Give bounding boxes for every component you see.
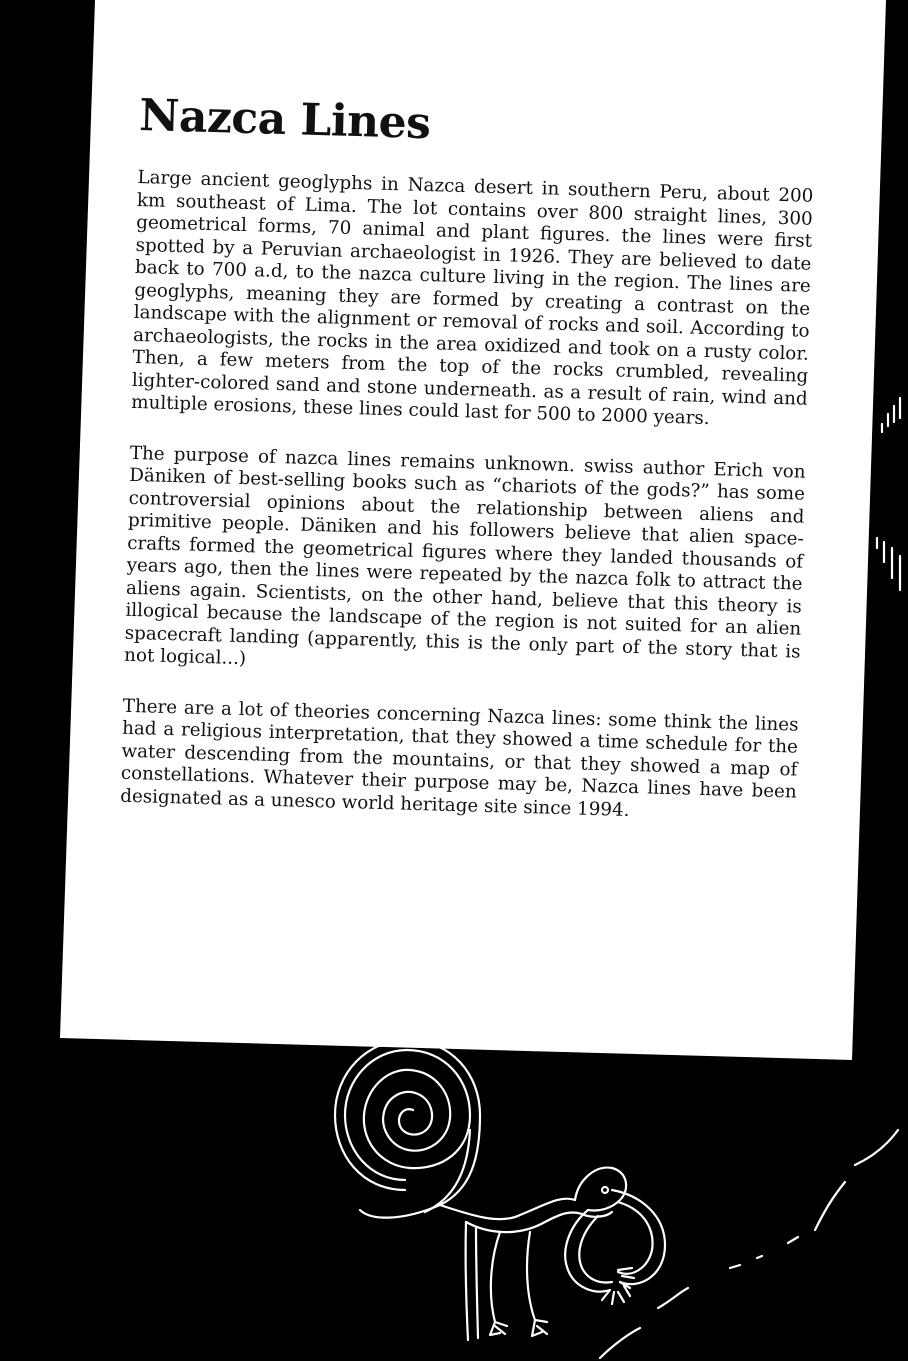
paragraph-1: Large ancient geoglyphs in Nazca desert in southern Peru, about 200 km southeast of Lima. The lot contains over 800 straight lines, 300 geometrical forms, 70 animal and plant figures. the lines were first spotted by a Peruvian archaeologist in 1926. They are believed to date back to 700 a.d, to the nazca culture living in the region. The lines are geoglyphs, meaning they are formed by creating a contrast on the landscape with the alignment or removal of rocks and soil. According to archaeologists, the rocks in the area oxidized and took on a rusty color. Then, a few meters from the top of the rocks crumbled, revealing lighter-colored sand and stone underneath. as a result of rain, wind and multiple erosions, these lines could last for 500 to 2000 years. (130, 166, 814, 430)
paragraph-3: There are a lot of theories concerning Nazca lines: some think the lines had a religious interpretation, that they showed a time schedule for the water descending from the mountains, or that they showed a map of constellations. Whatever their purpose may be, Nazca lines have been designated as a unesco world heritage site since 1994. (119, 695, 799, 821)
paragraph-2: The purpose of nazca lines remains unknown. swiss author Erich von Däniken of best-selling books such as “chariots of the gods?” has some controversial opinions about the relationship between aliens and primitive people. Däniken and his followers believe that alien space-crafts formed the geometrical figures where they landed thousands of years ago, then the lines were repeated by the nazca folk to attract the aliens again. Scientists, on the other hand, believe that this theory is illogical because the landscape of the region is not suited for an alien spacecraft landing (apparently, this is the only part of the story that is not logical...) (123, 442, 806, 670)
page-title: Nazca Lines (138, 90, 432, 150)
